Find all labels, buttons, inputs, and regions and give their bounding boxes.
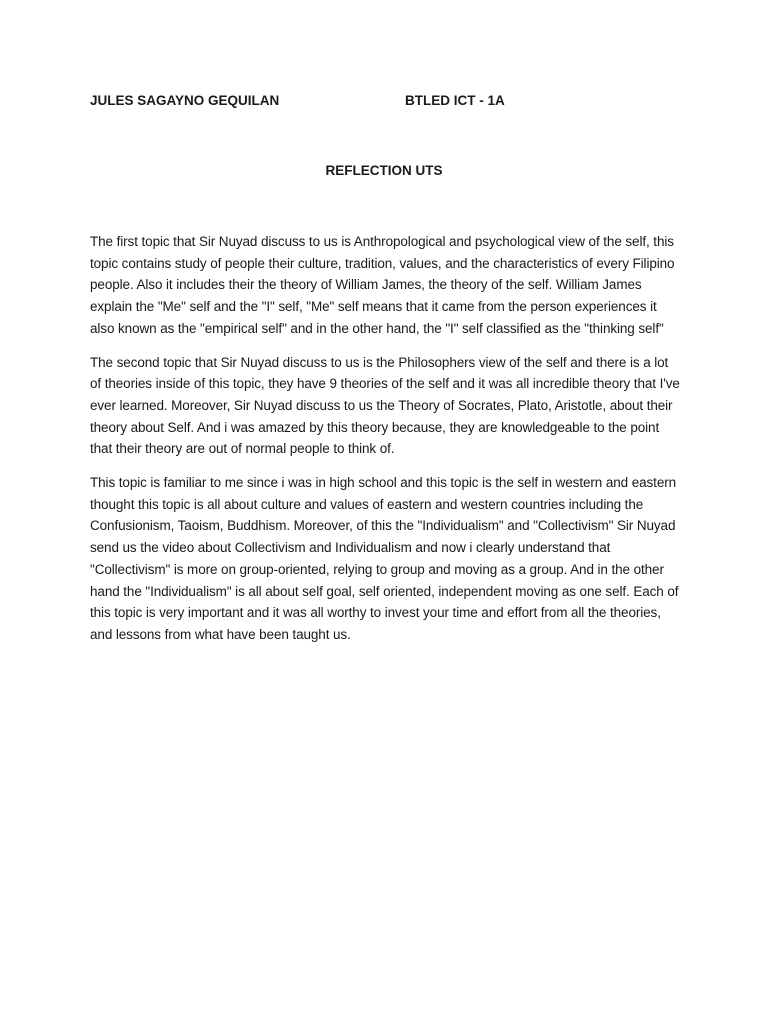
document-title: REFLECTION UTS: [325, 163, 443, 178]
document-body: [90, 231, 680, 658]
student-name: JULES SAGAYNO GEQUILAN: [90, 93, 280, 108]
document-header: [90, 93, 680, 113]
paragraph-3: This topic is familiar to me since i was in high school and this topic is the self in western and eastern thought this topic is all about culture and values of eastern and western countries including the Confusionism, Taoism, Buddhism. Moreover, of this the "Individualism" and "Collectivism" Sir Nuyad send us the video about Collectivism and Individualism and now i clearly understand that "Collectivism" is more on group-oriented, relying to group and moving as a group. And in the other hand the "Individualism" is all about self goal, self oriented, independent moving as one self. Each of this topic is very important and it was all worthy to invest your time and effort from all the theories, and lessons from what have been taught us.: [90, 475, 679, 642]
paragraph-1: The first topic that Sir Nuyad discuss to us is Anthropological and psychological view of the self, this topic contains study of people their culture, tradition, values, and the characteristics of every Filipino people. Also it includes their the theory of William James, the theory of the self. William James explain the "Me" self and the "I" self, "Me" self means that it came from the person experiences it also known as the "empirical self" and in the other hand, the "I" self classified as the "thinking self": [90, 234, 675, 336]
paragraph-2: The second topic that Sir Nuyad discuss to us is the Philosophers view of the self and there is a lot of theories inside of this topic, they have 9 theories of the self and it was all incredible theory that I've ever learned. Moreover, Sir Nuyad discuss to us the Theory of Socrates, Plato, Aristotle, about their theory about Self. And i was amazed by this theory because, they are knowledgeable to the point that their theory are out of normal people to think of.: [90, 354, 680, 457]
course-section: BTLED ICT - 1A: [405, 93, 505, 108]
